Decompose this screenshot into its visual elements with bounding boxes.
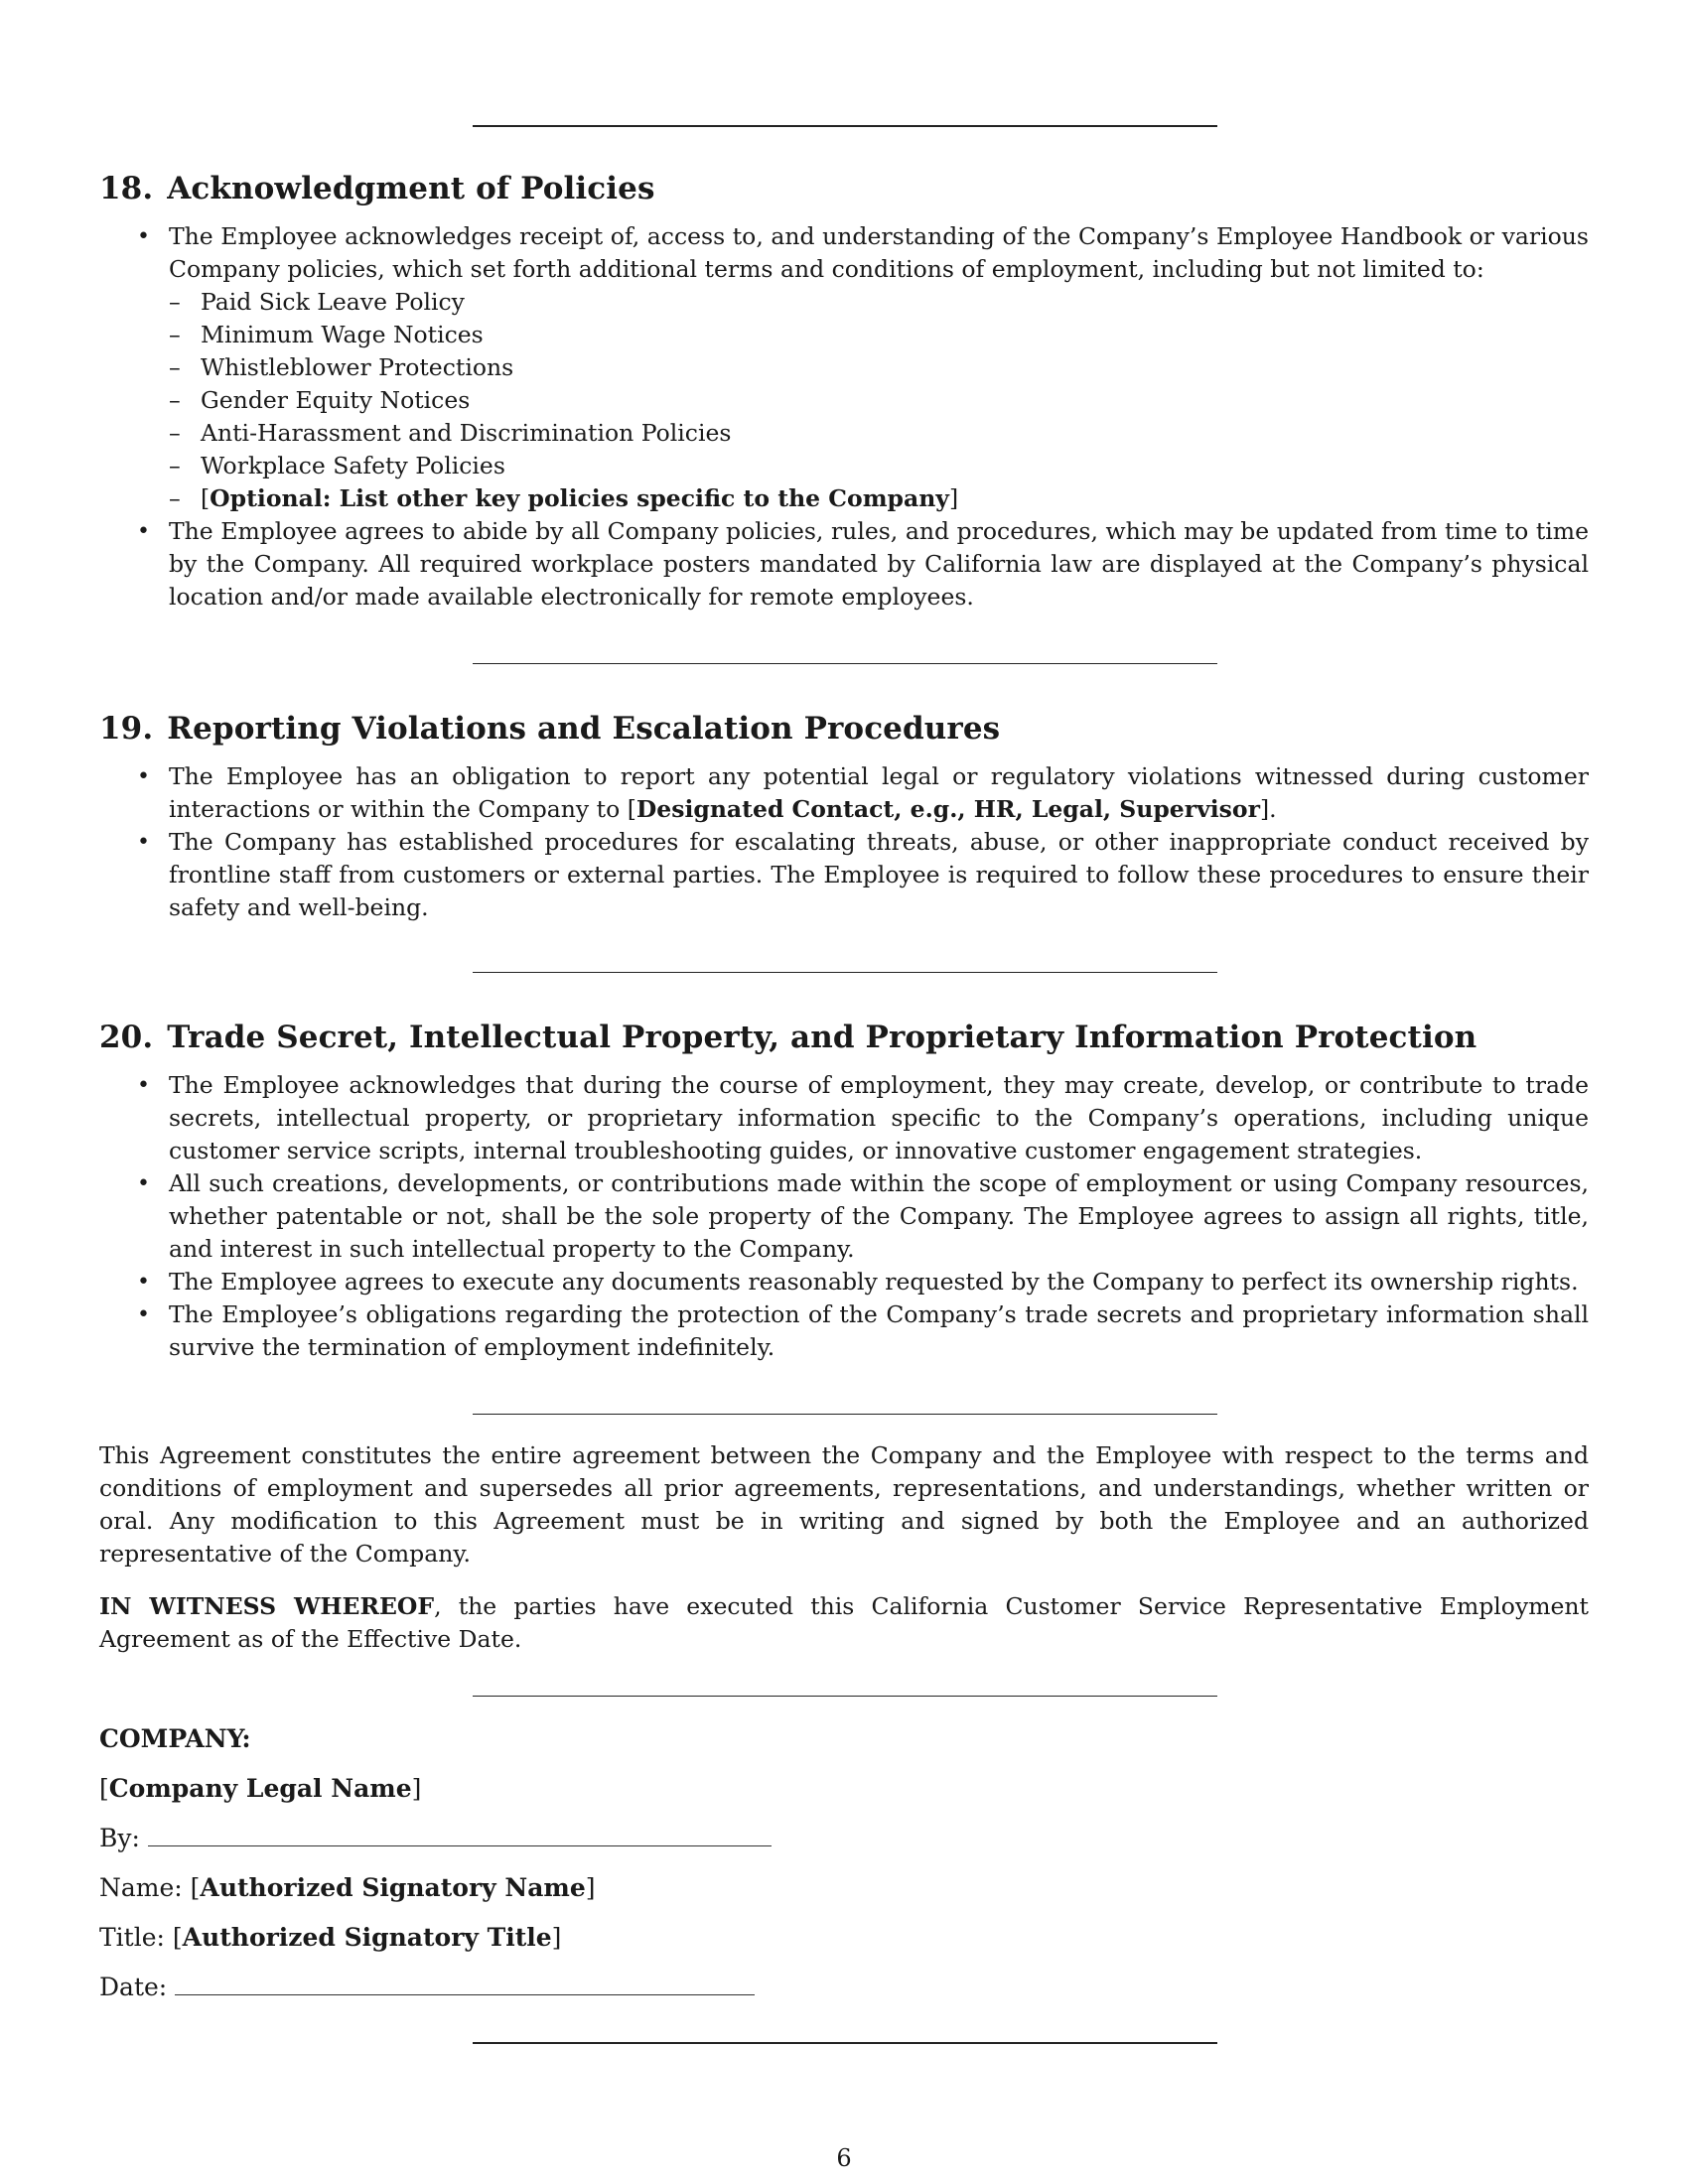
bullet-list bbox=[99, 1069, 1589, 1364]
date-line bbox=[99, 1971, 755, 2003]
section-divider bbox=[473, 2042, 1217, 2044]
section-20 bbox=[99, 1020, 1589, 1364]
section-number: 19. bbox=[99, 711, 154, 747]
signatory-title-placeholder: Authorized Signatory Title bbox=[182, 1923, 552, 1952]
signature-blank[interactable] bbox=[148, 1824, 772, 1846]
bullet-text: The Employee has an obligation to report any potential legal or regulatory violations witnessed during customer interactions or within the Company to bbox=[169, 762, 1589, 823]
policy-item: – Minimum Wage Notices bbox=[169, 319, 1589, 351]
by-line bbox=[99, 1822, 772, 1854]
company-label bbox=[99, 1722, 251, 1755]
policy-item: – Anti-Harassment and Discrimination Policies bbox=[169, 417, 1589, 450]
section-divider bbox=[473, 972, 1217, 973]
section-title: Trade Secret, Intellectual Property, and Proprietary Information Protection bbox=[167, 1020, 1477, 1055]
policy-item: – Gender Equity Notices bbox=[169, 384, 1589, 417]
bullet-list bbox=[99, 220, 1589, 614]
optional-placeholder: Optional: List other key policies specific to the Company bbox=[210, 484, 949, 512]
witness-heading: IN WITNESS WHEREOF bbox=[99, 1592, 435, 1620]
policy-item: – Whistleblower Protections bbox=[169, 351, 1589, 384]
title-line: Title: [Authorized Signatory Title] bbox=[99, 1923, 562, 1952]
section-heading bbox=[99, 711, 1589, 747]
page-number: 6 bbox=[836, 2144, 852, 2172]
list-item bbox=[99, 220, 1589, 515]
section-19 bbox=[99, 711, 1589, 924]
company-name: [Company Legal Name] bbox=[99, 1774, 422, 1803]
policy-item: – Workplace Safety Policies bbox=[169, 450, 1589, 482]
witness-text: , the parties have executed this California Customer Service Representative Employment Agreement as of the Effective Date. bbox=[99, 1592, 1590, 1653]
bullet-text: The Employee acknowledges receipt of, access to, and understanding of the Company’s Employee Handbook or various Company policies, which set forth additional terms and conditions of employment, including but not limited to: bbox=[169, 222, 1589, 283]
section-number: 20. bbox=[99, 1020, 154, 1055]
section-18 bbox=[99, 171, 1589, 614]
by-label: By: bbox=[99, 1824, 140, 1852]
name-label: Name: bbox=[99, 1873, 183, 1902]
section-divider bbox=[473, 1414, 1217, 1415]
section-number: 18. bbox=[99, 171, 154, 206]
name-line: Name: [Authorized Signatory Name] bbox=[99, 1873, 596, 1902]
policy-item: – Paid Sick Leave Policy bbox=[169, 286, 1589, 319]
section-heading bbox=[99, 1020, 1589, 1055]
list-item: • The Employee agrees to abide by all Company policies, rules, and procedures, which may be updated from time to time by the Company. All required workplace posters mandated by California law are displayed at the Company’s physical location and/or made available electronically for remote employees. bbox=[99, 515, 1589, 614]
company-label-text: COMPANY: bbox=[99, 1724, 251, 1753]
section-divider bbox=[473, 1696, 1217, 1697]
section-divider bbox=[473, 663, 1217, 664]
section-title: Acknowledgment of Policies bbox=[167, 171, 655, 206]
section-divider bbox=[473, 125, 1217, 127]
date-blank[interactable] bbox=[175, 1973, 755, 1995]
section-title: Reporting Violations and Escalation Procedures bbox=[167, 711, 1001, 747]
company-name-placeholder: Company Legal Name bbox=[108, 1774, 412, 1803]
date-label: Date: bbox=[99, 1973, 168, 2001]
list-item: • The Company has established procedures for escalating threats, abuse, or other inappropriate conduct received by frontline staff from customers or external parties. The Employee is required to follow these procedures to ensure their safety and well-being. bbox=[99, 826, 1589, 924]
title-label: Title: bbox=[99, 1923, 165, 1952]
signatory-name-placeholder: Authorized Signatory Name bbox=[200, 1873, 586, 1902]
entire-agreement-paragraph: This Agreement constitutes the entire agreement between the Company and the Employee with respect to the terms and conditions of employment and supersedes all prior agreements, representations, and understandings, whether written or oral. Any modification to this Agreement must be in writing and signed by both the Employee and an authorized representative of the Company. bbox=[99, 1441, 1589, 1568]
designated-contact-placeholder: Designated Contact, e.g., HR, Legal, Supervisor bbox=[635, 795, 1260, 823]
list-item: • The Employee agrees to execute any documents reasonably requested by the Company to perfect its ownership rights. bbox=[99, 1266, 1589, 1298]
witness-paragraph bbox=[99, 1590, 1589, 1656]
policy-list bbox=[169, 286, 1589, 515]
list-item: • The Employee has an obligation to report any potential legal or regulatory violations witnessed during customer interactions or within the Company to [Designated Contact, e.g., HR, Legal, Supervisor]. bbox=[99, 760, 1589, 826]
list-item: • The Employee’s obligations regarding the protection of the Company’s trade secrets and proprietary information shall survive the termination of employment indefinitely. bbox=[99, 1298, 1589, 1364]
policy-item-optional: – [Optional: List other key policies specific to the Company] bbox=[169, 482, 1589, 515]
list-item: • All such creations, developments, or contributions made within the scope of employment or using Company resources, whether patentable or not, shall be the sole property of the Company. The Employee agrees to assign all rights, title, and interest in such intellectual property to the Company. bbox=[99, 1167, 1589, 1266]
list-item: • The Employee acknowledges that during the course of employment, they may create, develop, or contribute to trade secrets, intellectual property, or proprietary information specific to the Company’s operations, including unique customer service scripts, internal troubleshooting guides, or innovative customer engagement strategies. bbox=[99, 1069, 1589, 1167]
section-heading bbox=[99, 171, 1589, 206]
bullet-list bbox=[99, 760, 1589, 924]
